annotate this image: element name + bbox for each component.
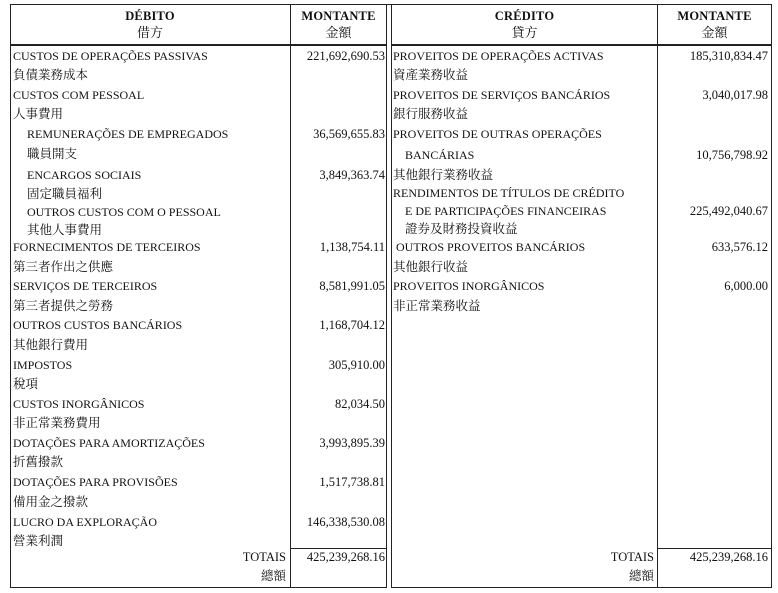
credit-totals-label: TOTAIS xyxy=(610,550,654,564)
bottom-border-right xyxy=(392,587,772,588)
header-bottom-line-right xyxy=(392,44,772,46)
debit-label: OUTROS CUSTOS COM O PESSOAL xyxy=(27,205,221,219)
debit-label-zh: 非正常業務費用 xyxy=(13,415,101,430)
credit-amount: 6,000.00 xyxy=(724,279,768,293)
credit-header-zh: 貸方 xyxy=(511,26,538,41)
debit-label-zh: 備用金之撥款 xyxy=(13,494,89,509)
bottom-border-left xyxy=(10,587,386,588)
debit-amount: 146,338,530.08 xyxy=(306,515,385,529)
debit-label: REMUNERAÇÕES DE EMPREGADOS xyxy=(27,127,229,141)
debit-amount: 8,581,991.05 xyxy=(319,279,385,293)
debit-label: SERVIÇOS DE TERCEIROS xyxy=(13,279,158,293)
debit-label: DOTAÇÕES PARA PROVISÕES xyxy=(13,475,178,489)
debit-label-zh: 第三者作出之供應 xyxy=(13,259,114,274)
credit-label: PROVEITOS INORGÂNICOS xyxy=(393,279,545,293)
debit-amount: 305,910.00 xyxy=(328,358,385,372)
credit-label: PROVEITOS DE OUTRAS OPERAÇÕES xyxy=(393,127,602,141)
debit-amount-divider xyxy=(290,4,291,588)
debit-label-zh: 固定職員福利 xyxy=(27,186,103,201)
debit-label: DOTAÇÕES PARA AMORTIZAÇÕES xyxy=(13,436,205,450)
debit-amount: 1,168,704.12 xyxy=(319,318,385,332)
debit-total-amount: 425,239,268.16 xyxy=(306,550,385,564)
credit-header: CRÉDITO xyxy=(494,9,555,23)
debit-label-zh: 其他銀行費用 xyxy=(13,337,89,352)
credit-total-amount: 425,239,268.16 xyxy=(689,550,768,564)
right-border xyxy=(771,4,772,588)
debit-amount: 36,569,655.83 xyxy=(313,127,385,141)
debit-label: CUSTOS COM PESSOAL xyxy=(13,88,145,102)
debit-amount-header-zh: 金額 xyxy=(325,26,352,41)
credit-label-zh: 資產業務收益 xyxy=(393,67,469,82)
credit-label-zh: 證券及財務投資收益 xyxy=(405,221,518,236)
credit-amount: 225,492,040.67 xyxy=(689,204,768,218)
credit-label: OUTROS PROVEITOS BANCÁRIOS xyxy=(396,240,586,254)
credit-label-zh: 其他銀行業務收益 xyxy=(393,167,494,182)
credit-amount: 633,576.12 xyxy=(711,240,768,254)
debit-header-zh: 借方 xyxy=(136,26,163,41)
middle-divider-b xyxy=(391,4,392,588)
credit-label-zh: 非正常業務收益 xyxy=(393,298,481,313)
credit-label-zh: 銀行服務收益 xyxy=(393,106,469,121)
debit-label: OUTROS CUSTOS BANCÁRIOS xyxy=(13,318,183,332)
debit-label-zh: 營業利潤 xyxy=(13,533,64,548)
credit-label-zh: 其他銀行收益 xyxy=(393,259,469,274)
debit-totals-label: TOTAIS xyxy=(242,550,286,564)
debit-amount: 221,692,690.53 xyxy=(306,49,385,63)
debit-amount: 3,849,363.74 xyxy=(319,168,385,182)
credit-label: BANCÁRIAS xyxy=(405,148,475,162)
debit-label: CUSTOS INORGÂNICOS xyxy=(13,397,145,411)
debit-label: IMPOSTOS xyxy=(13,358,73,372)
header-bottom-line-left xyxy=(10,44,386,46)
debit-label-zh: 人事費用 xyxy=(13,106,64,121)
credit-amount-header: MONTANTE xyxy=(677,9,752,23)
debit-amount-header: MONTANTE xyxy=(301,9,376,23)
credit-amount: 3,040,017.98 xyxy=(702,88,768,102)
credit-label: RENDIMENTOS DE TÍTULOS DE CRÉDITO xyxy=(393,186,625,200)
debit-label-zh: 負債業務成本 xyxy=(13,67,89,82)
debit-label: ENCARGOS SOCIAIS xyxy=(27,168,142,182)
middle-divider-a xyxy=(386,4,387,588)
credit-totals-label-zh: 總額 xyxy=(628,568,654,583)
debit-label: LUCRO DA EXPLORAÇÃO xyxy=(13,515,158,529)
debit-totals-label-zh: 總額 xyxy=(260,568,286,583)
ledger-table xyxy=(10,4,772,589)
debit-amount: 3,993,895.39 xyxy=(319,436,385,450)
left-border xyxy=(10,4,11,588)
credit-label: PROVEITOS DE SERVIÇOS BANCÁRIOS xyxy=(393,88,611,102)
debit-amount: 82,034.50 xyxy=(335,397,385,411)
credit-label: PROVEITOS DE OPERAÇÕES ACTIVAS xyxy=(393,49,604,63)
debit-label: CUSTOS DE OPERAÇÕES PASSIVAS xyxy=(13,49,208,63)
credit-amount-header-zh: 金額 xyxy=(701,26,728,41)
credit-amount: 185,310,834.47 xyxy=(689,49,768,63)
totals-top-line-right xyxy=(657,548,772,549)
debit-label-zh: 其他人事費用 xyxy=(27,222,103,237)
credit-amount: 10,756,798.92 xyxy=(696,148,768,162)
debit-label-zh: 第三者提供之勞務 xyxy=(13,298,114,313)
debit-label-zh: 職員開支 xyxy=(27,146,78,161)
credit-label: E DE PARTICIPAÇÕES FINANCEIRAS xyxy=(405,204,607,218)
debit-label: FORNECIMENTOS DE TERCEIROS xyxy=(13,240,201,254)
debit-amount: 1,517,738.81 xyxy=(319,475,385,489)
debit-amount: 1,138,754.11 xyxy=(319,240,385,254)
debit-label-zh: 折舊撥款 xyxy=(13,454,64,469)
debit-header: DÉBITO xyxy=(125,9,175,23)
debit-label-zh: 稅項 xyxy=(13,376,39,391)
totals-top-line-left xyxy=(290,548,386,549)
